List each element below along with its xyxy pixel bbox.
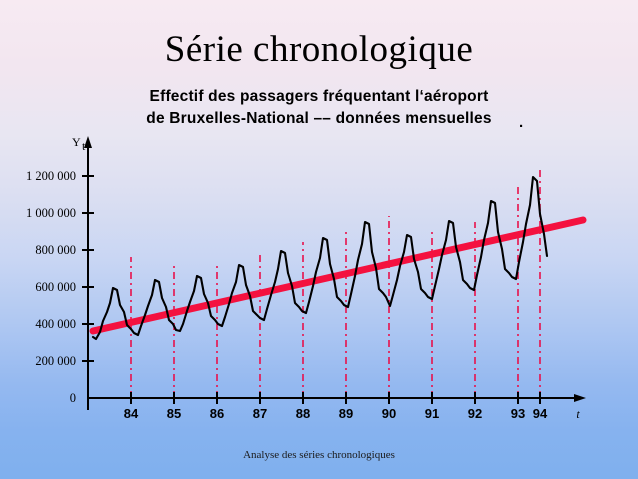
slide-footer: Analyse des séries chronologiques bbox=[243, 449, 395, 461]
x-tick-label: 86 bbox=[209, 406, 225, 420]
chart-svg bbox=[0, 130, 638, 420]
x-tick-label: 91 bbox=[424, 406, 440, 420]
x-tick-label: 84 bbox=[123, 406, 139, 420]
x-tick-label: 90 bbox=[381, 406, 397, 420]
x-tick-label: 89 bbox=[338, 406, 354, 420]
x-axis-label: t bbox=[576, 407, 580, 420]
y-tick-label: 1 200 000 bbox=[26, 169, 76, 183]
y-axis-label-subscript: t bbox=[82, 139, 86, 153]
chart-subtitle-line-2: de Bruxelles-National –– données mensuelles bbox=[146, 110, 492, 127]
x-tick-label: 94 bbox=[532, 406, 548, 420]
y-axis-label: Y bbox=[72, 135, 81, 149]
y-tick-label: 0 bbox=[69, 391, 76, 405]
chart-subtitle-line-1: Effectif des passagers fréquentant l‘aéroport bbox=[149, 88, 489, 105]
x-tick-label: 87 bbox=[252, 406, 268, 420]
y-tick-label: 1 000 000 bbox=[26, 206, 76, 220]
trend-line bbox=[93, 220, 583, 331]
y-tick-label: 800 000 bbox=[35, 243, 76, 257]
y-tick-label: 200 000 bbox=[35, 354, 76, 368]
decorative-dot: . bbox=[519, 114, 524, 131]
time-series-chart bbox=[0, 130, 638, 420]
page-title: Série chronologique bbox=[164, 29, 474, 70]
y-tick-label: 600 000 bbox=[35, 280, 76, 294]
x-tick-label: 93 bbox=[510, 406, 526, 420]
x-tick-label: 88 bbox=[295, 406, 311, 420]
y-tick-label: 400 000 bbox=[35, 317, 76, 331]
x-tick-label: 85 bbox=[166, 406, 182, 420]
x-tick-label: 92 bbox=[467, 406, 483, 420]
